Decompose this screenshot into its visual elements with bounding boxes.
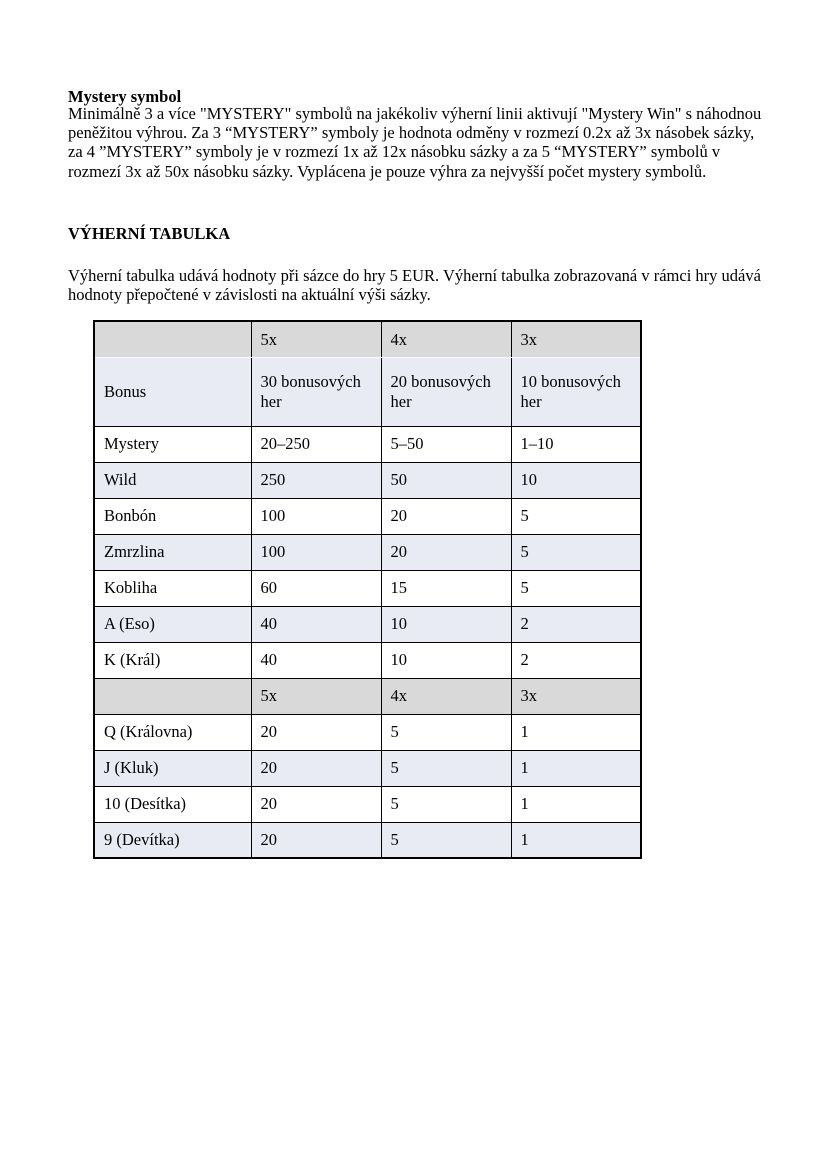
paytable-value-cell: 5 xyxy=(381,786,511,822)
paytable xyxy=(93,320,642,859)
paytable-value-cell: 30 bonusových her xyxy=(251,357,381,426)
paytable-header-empty-cell xyxy=(94,321,251,357)
paytable-row-label: Zmrzlina xyxy=(94,534,251,570)
paytable-value-cell: 40 xyxy=(251,642,381,678)
paytable-row-label: 10 (Desítka) xyxy=(94,786,251,822)
paytable-value-cell: 1–10 xyxy=(511,426,641,462)
paytable-row-label: Bonus xyxy=(94,357,251,426)
paytable-value-cell: 1 xyxy=(511,714,641,750)
paytable-value-cell: 5 xyxy=(381,750,511,786)
paytable-value-cell: 10 xyxy=(381,606,511,642)
mystery-symbol-paragraph: Minimálně 3 a více "MYSTERY" symbolů na jakékoliv výherní linii aktivují "Mystery Win" s náhodnou peněžitou výhrou. Za 3 “MYSTERY” symboly je hodnota odměny v rozmezí 0.2x až 3x násobek sázky, za 4 ”MYSTERY” symboly je v rozmezí 1x až 12x násobku sázky a za 5 “MYSTERY” symbolů v rozmezí 3x až 50x násobku sázky. Vyplácena je pouze výhra za nejvyšší počet mystery symbolů. xyxy=(68,104,762,181)
paytable-header-cell: 3x xyxy=(511,678,641,714)
paytable-header-empty-cell xyxy=(94,678,251,714)
paytable-row-label: Mystery xyxy=(94,426,251,462)
paytable-header-cell: 4x xyxy=(381,321,511,357)
paytable-value-cell: 20 xyxy=(251,750,381,786)
paytable-row xyxy=(94,822,641,858)
mystery-symbol-heading: Mystery symbol xyxy=(68,87,182,106)
paytable-value-cell: 5 xyxy=(511,570,641,606)
paytable-value-cell: 5 xyxy=(381,822,511,858)
paytable-row-label: K (Král) xyxy=(94,642,251,678)
paytable-value-cell: 20 xyxy=(251,714,381,750)
paytable-value-cell: 20 xyxy=(251,786,381,822)
paytable-row xyxy=(94,786,641,822)
paytable-row-label: A (Eso) xyxy=(94,606,251,642)
paytable-value-cell: 5 xyxy=(511,534,641,570)
paytable-intro-paragraph: Výherní tabulka udává hodnoty při sázce do hry 5 EUR. Výherní tabulka zobrazovaná v rámci hry udává hodnoty přepočtené v závislosti na aktuální výši sázky. xyxy=(68,266,761,305)
paytable-value-cell: 10 xyxy=(381,642,511,678)
paytable-row xyxy=(94,534,641,570)
paytable-header-cell: 5x xyxy=(251,678,381,714)
paytable-value-cell: 1 xyxy=(511,822,641,858)
paytable-row-label: Q (Královna) xyxy=(94,714,251,750)
paytable-row xyxy=(94,750,641,786)
paytable-value-cell: 20–250 xyxy=(251,426,381,462)
paytable-value-cell: 2 xyxy=(511,642,641,678)
paytable-heading: VÝHERNÍ TABULKA xyxy=(68,224,231,243)
paytable-header-row xyxy=(94,678,641,714)
paytable-value-cell: 5–50 xyxy=(381,426,511,462)
paytable-row-label: Wild xyxy=(94,462,251,498)
paytable-header-row xyxy=(94,321,641,357)
paytable-header-cell: 3x xyxy=(511,321,641,357)
paytable-row xyxy=(94,462,641,498)
paytable-row-label: J (Kluk) xyxy=(94,750,251,786)
paytable-value-cell: 1 xyxy=(511,786,641,822)
paytable-value-cell: 100 xyxy=(251,534,381,570)
paytable-value-cell: 40 xyxy=(251,606,381,642)
paytable-value-cell: 250 xyxy=(251,462,381,498)
paytable-value-cell: 60 xyxy=(251,570,381,606)
paytable-row-label: 9 (Devítka) xyxy=(94,822,251,858)
paytable-value-cell: 20 xyxy=(381,534,511,570)
paytable-value-cell: 1 xyxy=(511,750,641,786)
paytable-row xyxy=(94,498,641,534)
paytable-row xyxy=(94,426,641,462)
paytable-header-cell: 5x xyxy=(251,321,381,357)
paytable-row-label: Kobliha xyxy=(94,570,251,606)
paytable-value-cell: 50 xyxy=(381,462,511,498)
paytable-row xyxy=(94,714,641,750)
paytable-value-cell: 100 xyxy=(251,498,381,534)
paytable-value-cell: 20 xyxy=(381,498,511,534)
paytable-value-cell: 5 xyxy=(381,714,511,750)
paytable-value-cell: 10 xyxy=(511,462,641,498)
paytable-value-cell: 5 xyxy=(511,498,641,534)
paytable-value-cell: 15 xyxy=(381,570,511,606)
paytable-header-cell: 4x xyxy=(381,678,511,714)
paytable-value-cell: 10 bonusových her xyxy=(511,357,641,426)
paytable-row xyxy=(94,642,641,678)
paytable-row xyxy=(94,570,641,606)
paytable-value-cell: 20 bonusových her xyxy=(381,357,511,426)
paytable-row xyxy=(94,606,641,642)
paytable-row-label: Bonbón xyxy=(94,498,251,534)
paytable-value-cell: 2 xyxy=(511,606,641,642)
paytable-row xyxy=(94,357,641,426)
paytable-body xyxy=(94,321,641,858)
paytable-value-cell: 20 xyxy=(251,822,381,858)
